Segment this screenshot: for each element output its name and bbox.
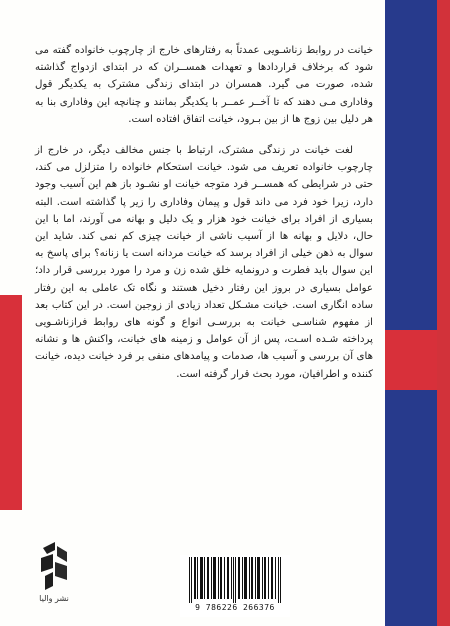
isbn-barcode	[180, 555, 290, 617]
isbn-number: 9 786226 266376	[195, 603, 275, 612]
publisher-logo-icon	[37, 540, 71, 592]
blurb-paragraph-1: خیانت در روابط زناشـویی عمدتاً به رفتارهای خارج از چارچوب خانواده گفته می شود که برخلاف قراردادها و تعهدات همســران که در ابتدای ازدواج گذاشته شده، صورت می گیرد. همسران در ابتدای زندگی مشترک به یکدیگر قول وفاداری مـی دهند که تا آخــر عمــر با یکدیگر بمانند و چنانچه این وفاداری بنا به هر دلیل بین زوج ها از بین بـرود، خیانت اتفاق افتاده است.	[35, 45, 373, 125]
right-blue-stripe	[385, 0, 437, 626]
left-red-stripe	[0, 295, 22, 510]
blurb-text	[35, 42, 373, 393]
right-red-band	[385, 330, 437, 390]
publisher-name: نشر والیا	[39, 594, 69, 603]
blurb-paragraph-2: لغت خیانت در زندگی مشترک، ارتباط با جنس مخالف دیگر، در خارج از چارچوب خانواده تعریف می شود. خیانت استحکام خانواده را متزلزل می کند، حتی در شرایطی که همســر فرد متوجه خیانت او نشـود باز هم این آسیب وجود دارد، زیرا خود فرد می داند قول و پیمان وفاداری را زیر پا گذاشته است. البته بسیاری از افراد برای خیانت خود هزار و یک دلیل و بهانه می آورند، اما با این حال، دلایل و بهانه ها از آسیب ناشی از خیانت چیزی کم نمی کند. شاید این سوال به ذهن خیلی از افراد برسد که خیانت مردانه است یا زنانه؟ برای پاسخ به این سوال باید فطرت و درونمایه خلق شده زن و مرد را مورد بررسی قرار داد؛ عوامل بسیاری در بروز این رفتار دخیل هستند و نگاه تک عاملی به این رفتار ساده انگاری است. خیانت مشـکل تعداد زیادی از زوجین است. در این کتاب بعد از مفهوم شناسـی خیانت به بررسـی انواع و گونه های روابط فرازناشـویی پرداخته شـده اسـت، پس از آن عوامل و زمینه های خیانت، واکنش ها و نشانه های آن بررسی و آسیب ها، صدمات و پیامدهای منفی بر فرد خیانت دیده، خیانت کننده و اطرافیان، مورد بحث قرار گرفته است.	[35, 145, 373, 380]
right-red-stripe	[437, 0, 450, 626]
barcode-icon	[187, 557, 283, 603]
publisher-mark	[30, 540, 78, 620]
